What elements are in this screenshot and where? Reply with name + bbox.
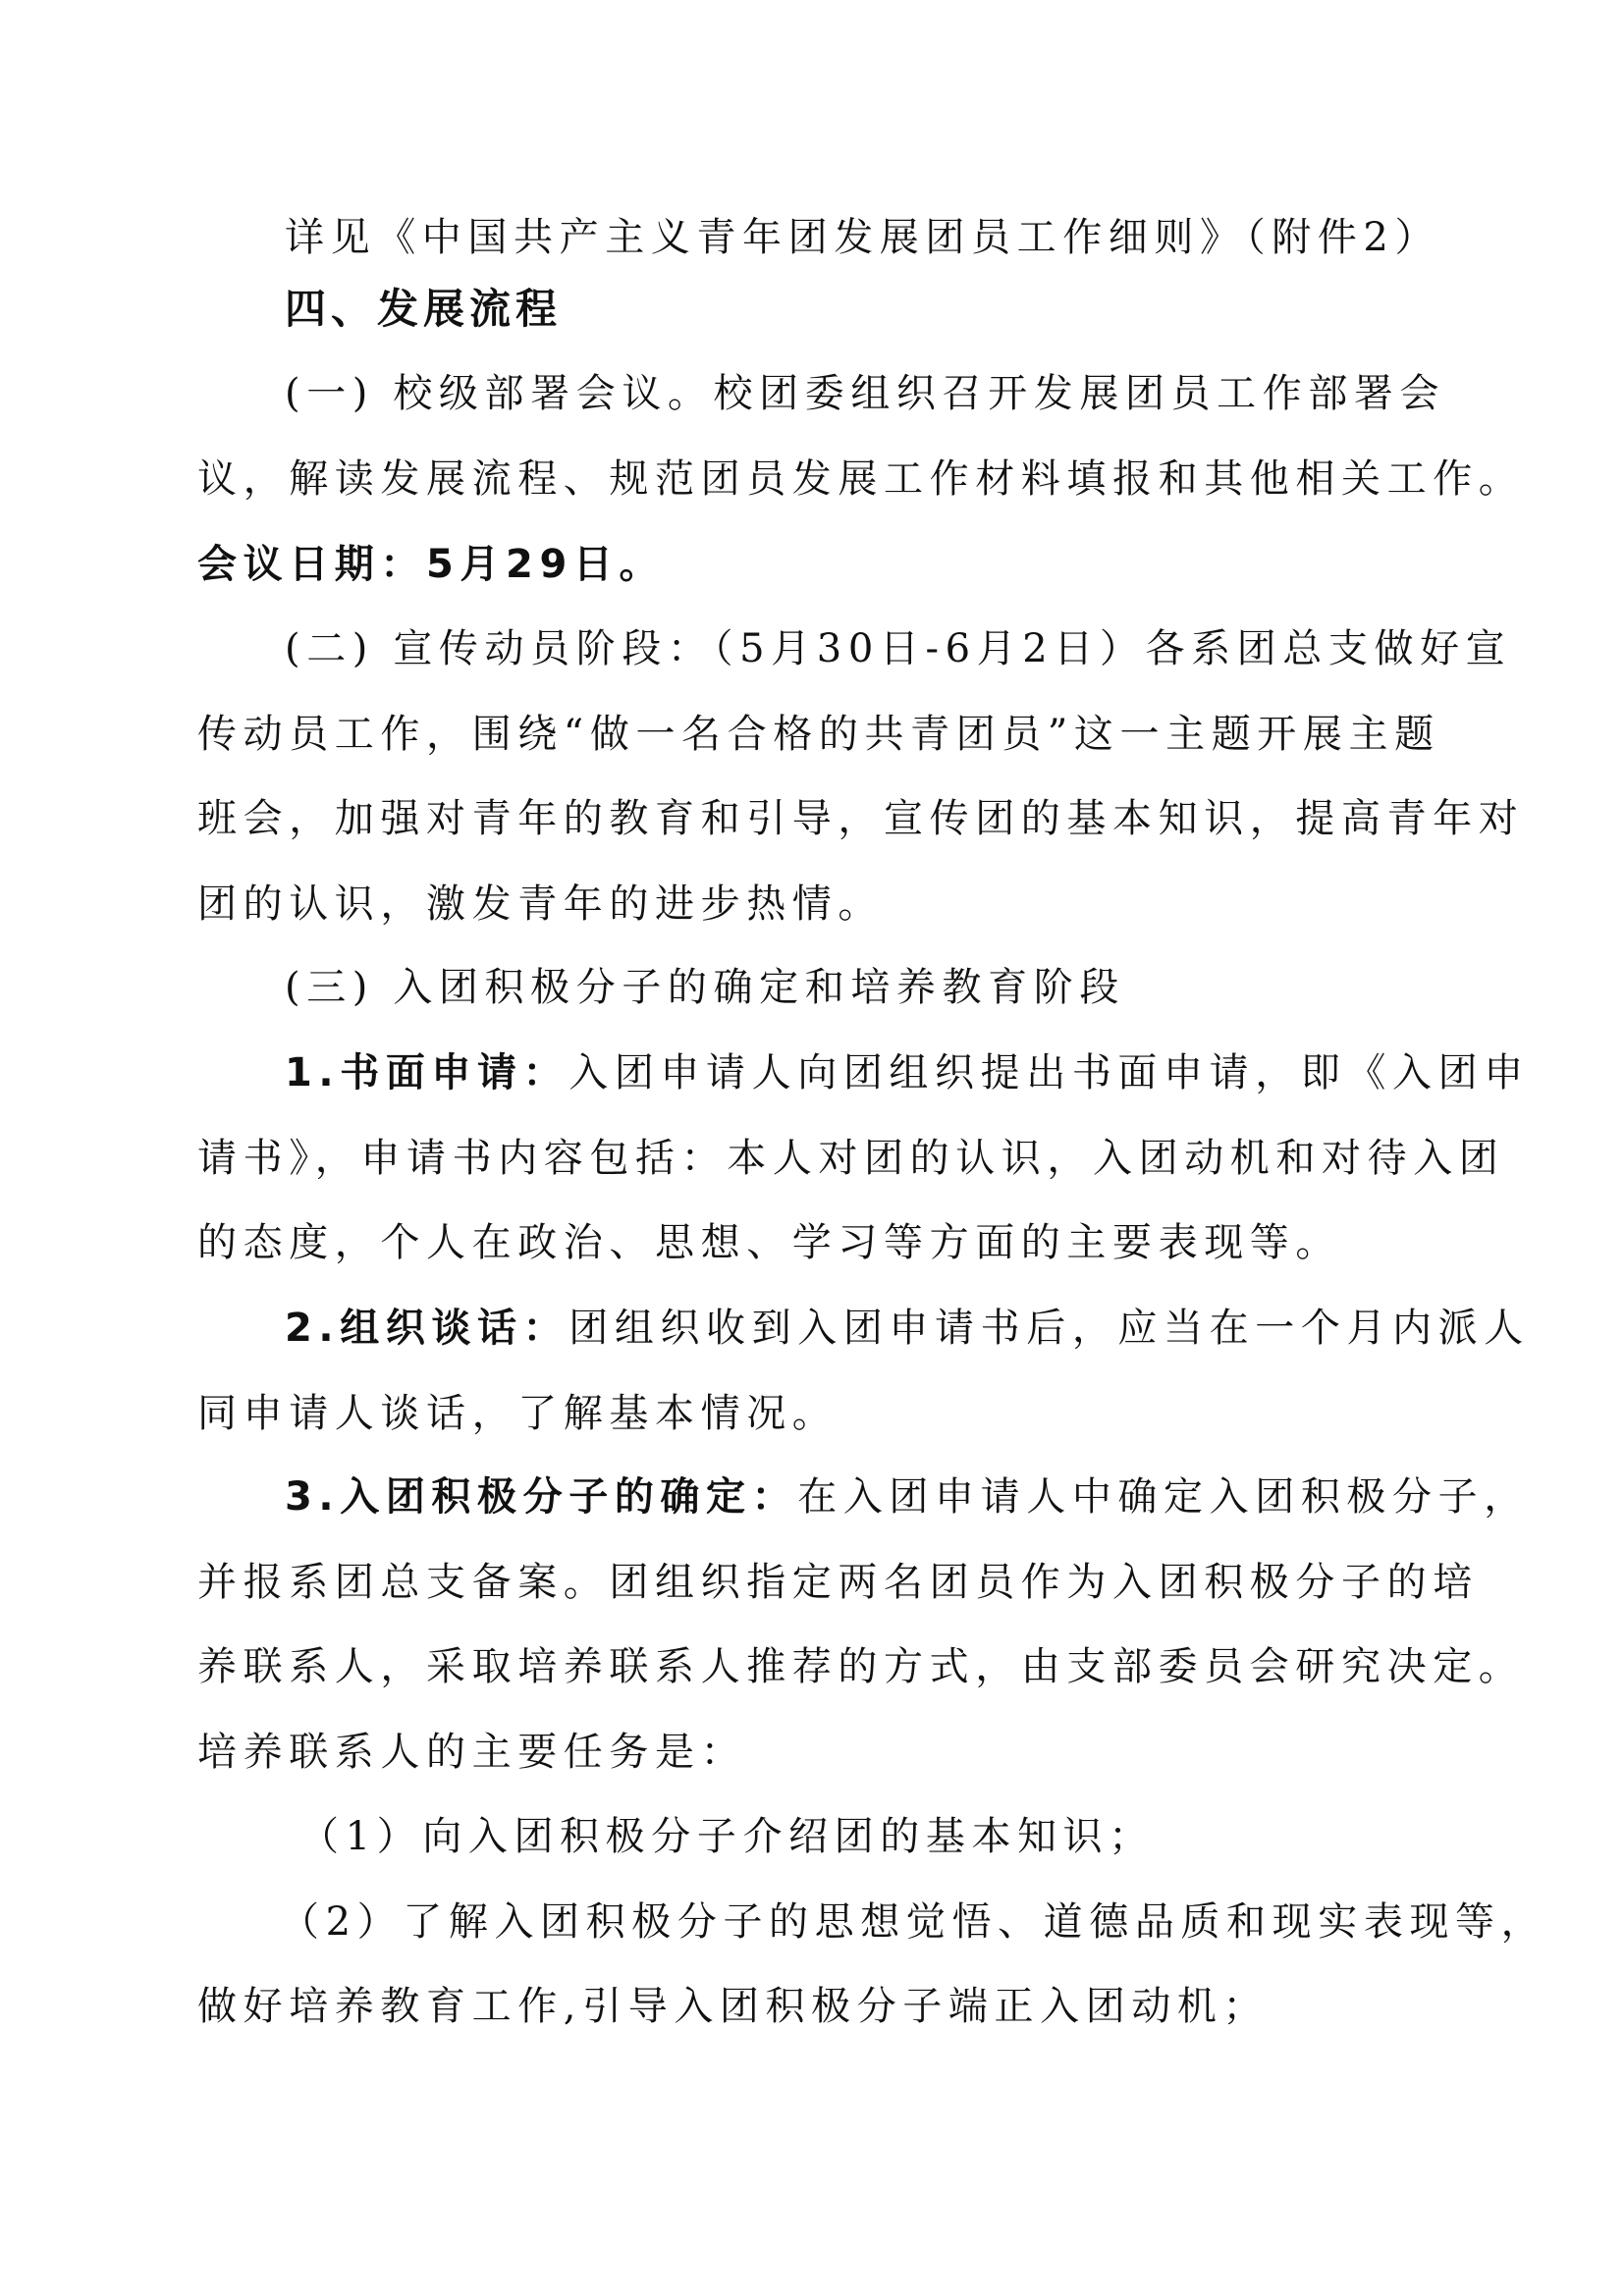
paragraph-line: 并报系团总支备案。团组织指定两名团员作为入团积极分子的培 [197,1560,1479,1605]
paragraph-line [285,1045,1530,1100]
paragraph-line: (一) 校级部署会议。校团委组织召开发展团员工作部署会 [285,371,1446,416]
paragraph-line: 详见《中国共产主义青年团发展团员工作细则》（附件2） [285,215,1441,260]
paragraph-line: 班会，加强对青年的教育和引导，宣传团的基本知识，提高青年对 [197,796,1525,841]
subsection-title: (三) 入团积极分子的确定和培养教育阶段 [285,965,1125,1010]
list-item: （2）了解入团积极分子的思想觉悟、道德品质和现实表现等， [280,1899,1547,1945]
item-text: 团组织收到入团申请书后，应当在一个月内派人 [568,1306,1530,1351]
paragraph-line: 团的认识，激发青年的进步热情。 [197,881,884,927]
meeting-date: 会议日期：5月29日。 [197,542,666,587]
item-label: 1.书面申请： [285,1050,569,1095]
paragraph-line: 做好培养教育工作,引导入团积极分子端正入团动机； [197,1984,1270,2029]
paragraph-line: 传动员工作，围绕“做一名合格的共青团员”这一主题开展主题 [197,712,1440,757]
paragraph-line: (二) 宣传动员阶段：（5月30日-6月2日）各系团总支做好宣 [285,626,1512,671]
paragraph-line [285,1301,1530,1356]
paragraph-line [285,1469,1530,1524]
list-item: （1）向入团积极分子介绍团的基本知识； [299,1814,1155,1859]
item-label: 2.组织谈话： [285,1306,569,1351]
section-heading: 四、发展流程 [285,285,563,333]
paragraph-line: 培养联系人的主要任务是： [197,1730,747,1775]
paragraph-line: 议，解读发展流程、规范团员发展工作材料填报和其他相关工作。 [197,456,1525,502]
paragraph-line: 养联系人，采取培养联系人推荐的方式，由支部委员会研究决定。 [197,1644,1525,1689]
item-text: 在入团申请人中确定入团积极分子， [797,1474,1530,1520]
paragraph-line: 请书》，申请书内容包括：本人对团的认识，入团动机和对待入团 [197,1136,1505,1181]
item-label: 3.入团积极分子的确定： [285,1474,798,1520]
paragraph-line: 的态度，个人在政治、思想、学习等方面的主要表现等。 [197,1220,1341,1265]
item-text: 入团申请人向团组织提出书面申请，即《入团申 [568,1050,1530,1095]
paragraph-line: 同申请人谈话，了解基本情况。 [197,1391,839,1436]
